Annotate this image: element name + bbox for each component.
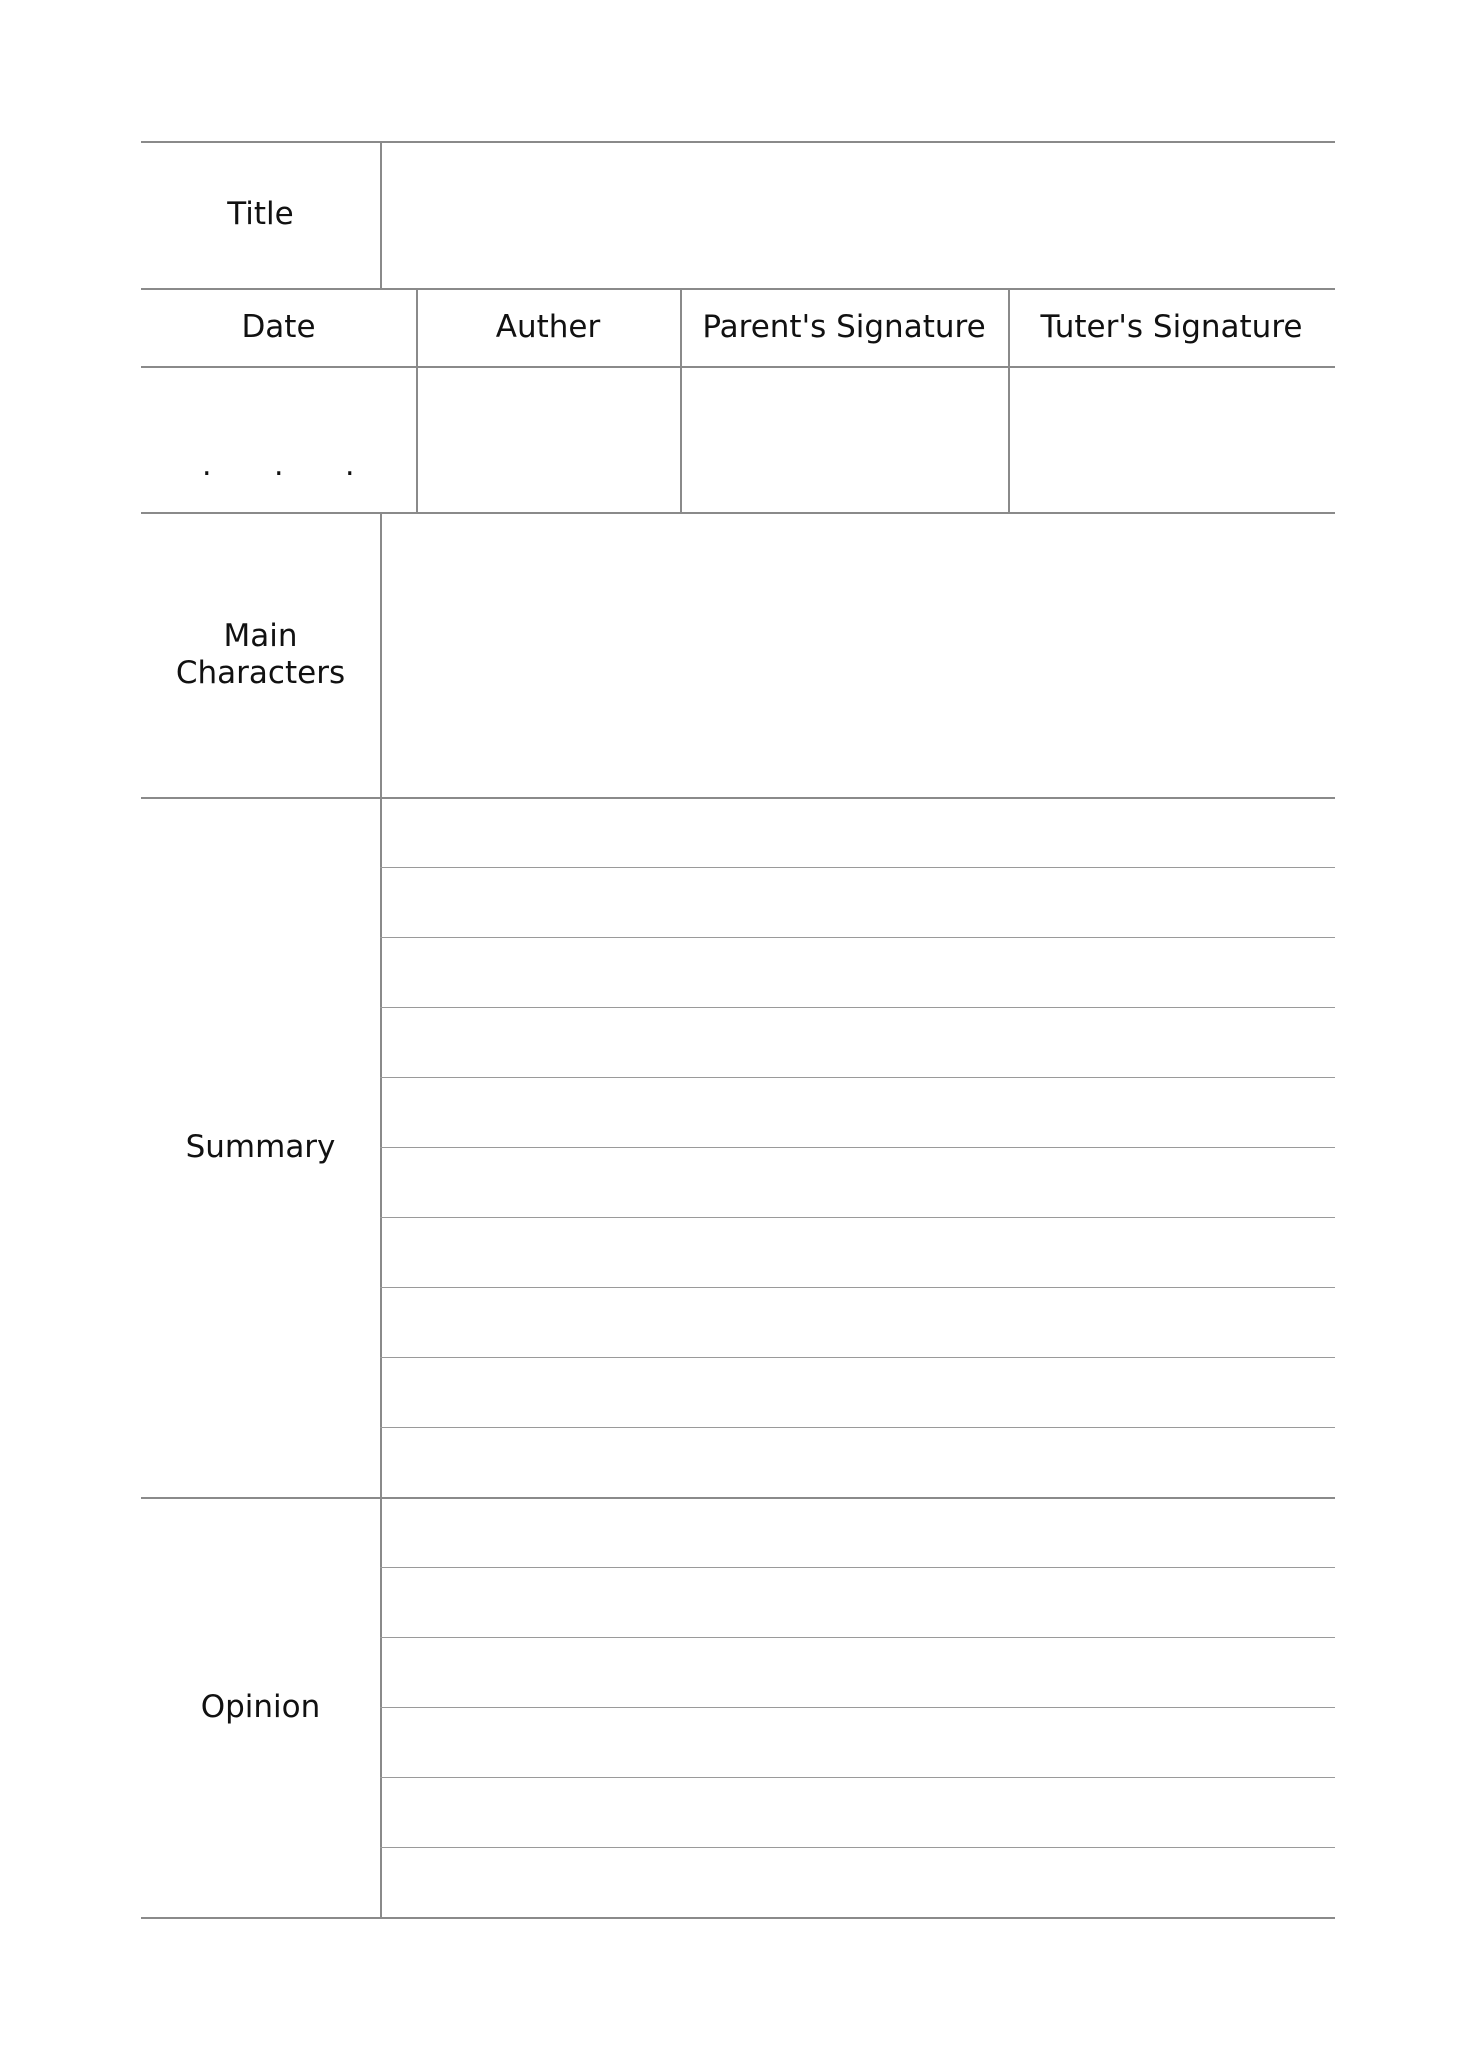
date-separator-dot: . (274, 448, 284, 483)
summary-field[interactable] (382, 799, 1335, 1497)
summary-writing-line (380, 1217, 1335, 1218)
summary-writing-line (380, 867, 1335, 868)
title-field[interactable] (382, 143, 1335, 288)
summary-label: Summary (185, 1128, 336, 1165)
parent-signature-field[interactable] (682, 368, 1008, 512)
summary-writing-line (380, 1147, 1335, 1148)
opinion-writing-line (380, 1847, 1335, 1848)
opinion-writing-line (380, 1777, 1335, 1778)
bottom-border (141, 1917, 1335, 1919)
opinion-writing-line (380, 1637, 1335, 1638)
opinion-label: Opinion (200, 1688, 321, 1725)
parent-signature-label: Parent's Signature (702, 308, 986, 345)
opinion-writing-line (380, 1707, 1335, 1708)
summary-writing-line (380, 1077, 1335, 1078)
title-label: Title (227, 196, 294, 232)
summary-writing-line (380, 1287, 1335, 1288)
summary-writing-line (380, 1357, 1335, 1358)
author-label: Auther (495, 308, 601, 345)
tutor-signature-field[interactable] (1010, 368, 1335, 512)
tutor-signature-label: Tuter's Signature (1040, 308, 1303, 345)
summary-writing-line (380, 1007, 1335, 1008)
date-label: Date (241, 308, 316, 345)
main-characters-field[interactable] (382, 514, 1335, 797)
date-separator-dot: . (202, 448, 212, 483)
opinion-field[interactable] (382, 1499, 1335, 1917)
summary-writing-line (380, 1427, 1335, 1428)
date-separator-dot: . (345, 448, 355, 483)
summary-writing-line (380, 937, 1335, 938)
book-report-form (141, 0, 1335, 2071)
author-field[interactable] (418, 368, 680, 512)
date-field[interactable] (141, 368, 416, 512)
main-characters-label: Main Characters (175, 617, 346, 691)
opinion-writing-line (380, 1567, 1335, 1568)
